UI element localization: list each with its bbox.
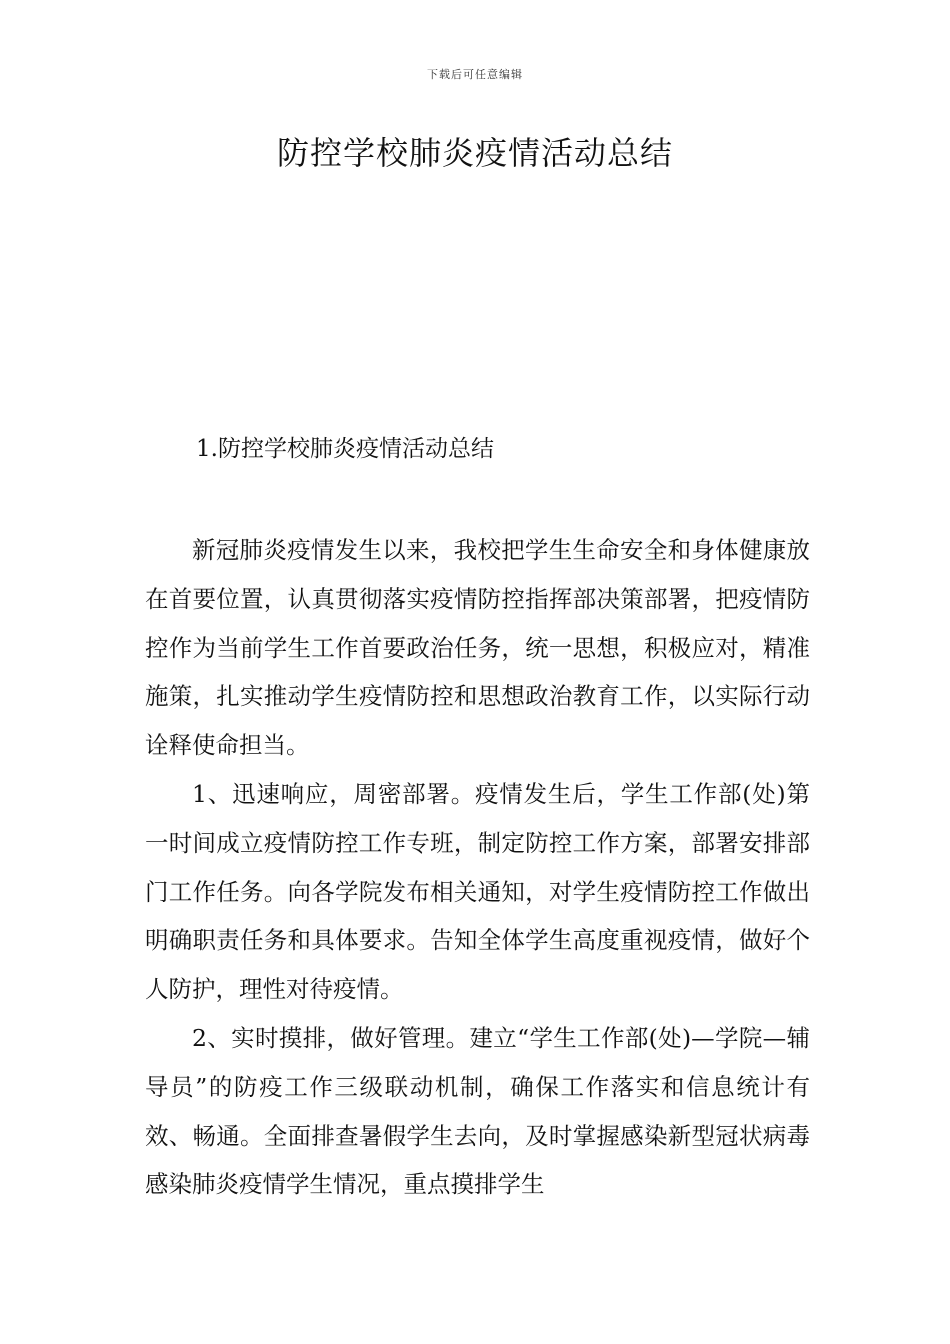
paragraph-point-2: 2、实时摸排，做好管理。建立“学生工作部(处)—学院—辅导员”的防疫工作三级联动机制，确保工作落实和信息统计有效、畅通。全面排查暑假学生去向，及时掌握感染新型冠状病毒感染肺炎疫情学生情况，重点摸排学生 [145,1023,810,1199]
paragraph-point-1: 1、迅速响应，周密部署。疫情发生后，学生工作部(处)第一时间成立疫情防控工作专班，制定防控工作方案，部署安排部门工作任务。向各学院发布相关通知，对学生疫情防控工作做出明确职责任务和具体要求。告知全体学生高度重视疫情，做好个人防护，理性对待疫情。 [145,779,810,1004]
section-heading: 1.防控学校肺炎疫情活动总结 [196,436,494,462]
document-body [145,526,810,1209]
paragraph-intro: 新冠肺炎疫情发生以来，我校把学生生命安全和身体健康放在首要位置，认真贯彻落实疫情防控指挥部决策部署，把疫情防控作为当前学生工作首要政治任务，统一思想，积极应对，精准施策，扎实推动学生疫情防控和思想政治教育工作，以实际行动诠释使命担当。 [145,536,810,760]
header-note: 下载后可任意编辑 [427,68,523,81]
document-title: 防控学校肺炎疫情活动总结 [276,134,673,172]
